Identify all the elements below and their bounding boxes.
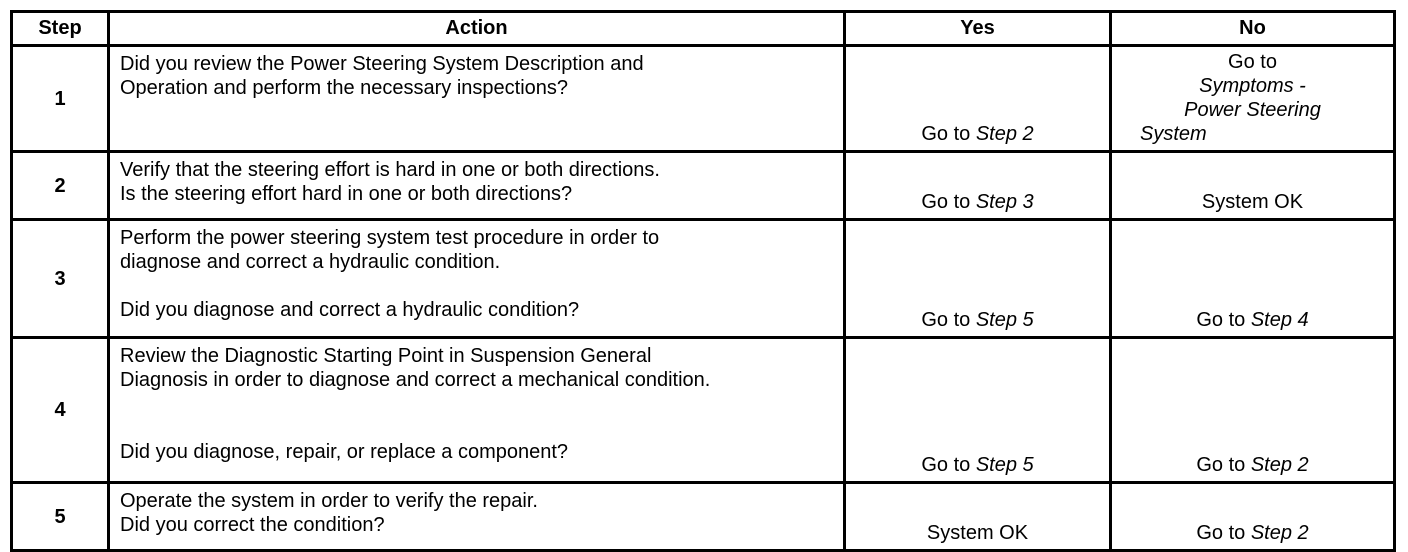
step-number: 2 (12, 152, 109, 220)
action-question: Is the steering effort hard in one or both directions? (120, 183, 573, 205)
table-row (12, 46, 1395, 152)
action-question: Did you diagnose and correct a hydraulic condition? (120, 299, 580, 321)
action-question: Did you diagnose, repair, or replace a component? (120, 441, 569, 463)
step-number: 4 (12, 338, 109, 483)
no-link[interactable]: Power Steering (1184, 99, 1321, 121)
action-line: Did you review the Power Steering System Description and (120, 53, 644, 75)
action-cell (109, 220, 845, 338)
action-cell (109, 338, 845, 483)
no-cell (1111, 483, 1395, 551)
no-prefix: Go to (1196, 522, 1251, 544)
action-line: Diagnosis in order to diagnose and correct a mechanical condition. (120, 369, 711, 391)
action-line: Review the Diagnostic Starting Point in Suspension General (120, 345, 652, 367)
step-number: 3 (12, 220, 109, 338)
no-link[interactable]: Symptoms - (1199, 75, 1306, 97)
yes-text: System OK (926, 522, 1029, 544)
yes-cell (845, 46, 1111, 152)
no-prefix: Go to (1228, 51, 1277, 73)
action-line: Operate the system in order to verify the repair. (120, 490, 538, 512)
yes-link[interactable]: Step 2 (975, 123, 1034, 145)
table-row (12, 338, 1395, 483)
yes-link[interactable]: Step 3 (975, 191, 1034, 213)
step-number: 5 (12, 483, 109, 551)
header-step: Step (12, 12, 109, 46)
no-link[interactable]: Step 2 (1250, 522, 1309, 544)
header-yes: Yes (845, 12, 1111, 46)
no-link[interactable]: System (1140, 123, 1207, 145)
no-link[interactable]: Step 2 (1250, 454, 1309, 476)
yes-link[interactable]: Step 5 (975, 309, 1034, 331)
diagnostic-table (10, 10, 1396, 552)
yes-cell (845, 338, 1111, 483)
action-line: Perform the power steering system test procedure in order to (120, 227, 660, 249)
action-cell (109, 46, 845, 152)
header-no: No (1111, 12, 1395, 46)
no-cell (1111, 338, 1395, 483)
action-cell (109, 483, 845, 551)
yes-cell (845, 483, 1111, 551)
yes-prefix: Go to (921, 123, 976, 145)
no-prefix: Go to (1196, 454, 1251, 476)
yes-prefix: Go to (921, 309, 976, 331)
yes-prefix: Go to (921, 454, 976, 476)
table-row (12, 220, 1395, 338)
action-line: diagnose and correct a hydraulic condition. (120, 251, 501, 273)
no-text: System OK (1201, 191, 1304, 213)
header-row (12, 12, 1395, 46)
header-action: Action (109, 12, 845, 46)
yes-cell (845, 152, 1111, 220)
no-link[interactable]: Step 4 (1250, 309, 1309, 331)
action-cell (109, 152, 845, 220)
yes-prefix: Go to (921, 191, 976, 213)
no-cell (1111, 152, 1395, 220)
table-row (12, 483, 1395, 551)
table-row (12, 152, 1395, 220)
action-line: Operation and perform the necessary inspections? (120, 77, 569, 99)
yes-cell (845, 220, 1111, 338)
action-line: Verify that the steering effort is hard in one or both directions. (120, 159, 660, 181)
yes-link[interactable]: Step 5 (975, 454, 1034, 476)
no-prefix: Go to (1196, 309, 1251, 331)
action-question: Did you correct the condition? (120, 514, 385, 536)
no-cell (1111, 46, 1395, 152)
step-number: 1 (12, 46, 109, 152)
no-cell (1111, 220, 1395, 338)
